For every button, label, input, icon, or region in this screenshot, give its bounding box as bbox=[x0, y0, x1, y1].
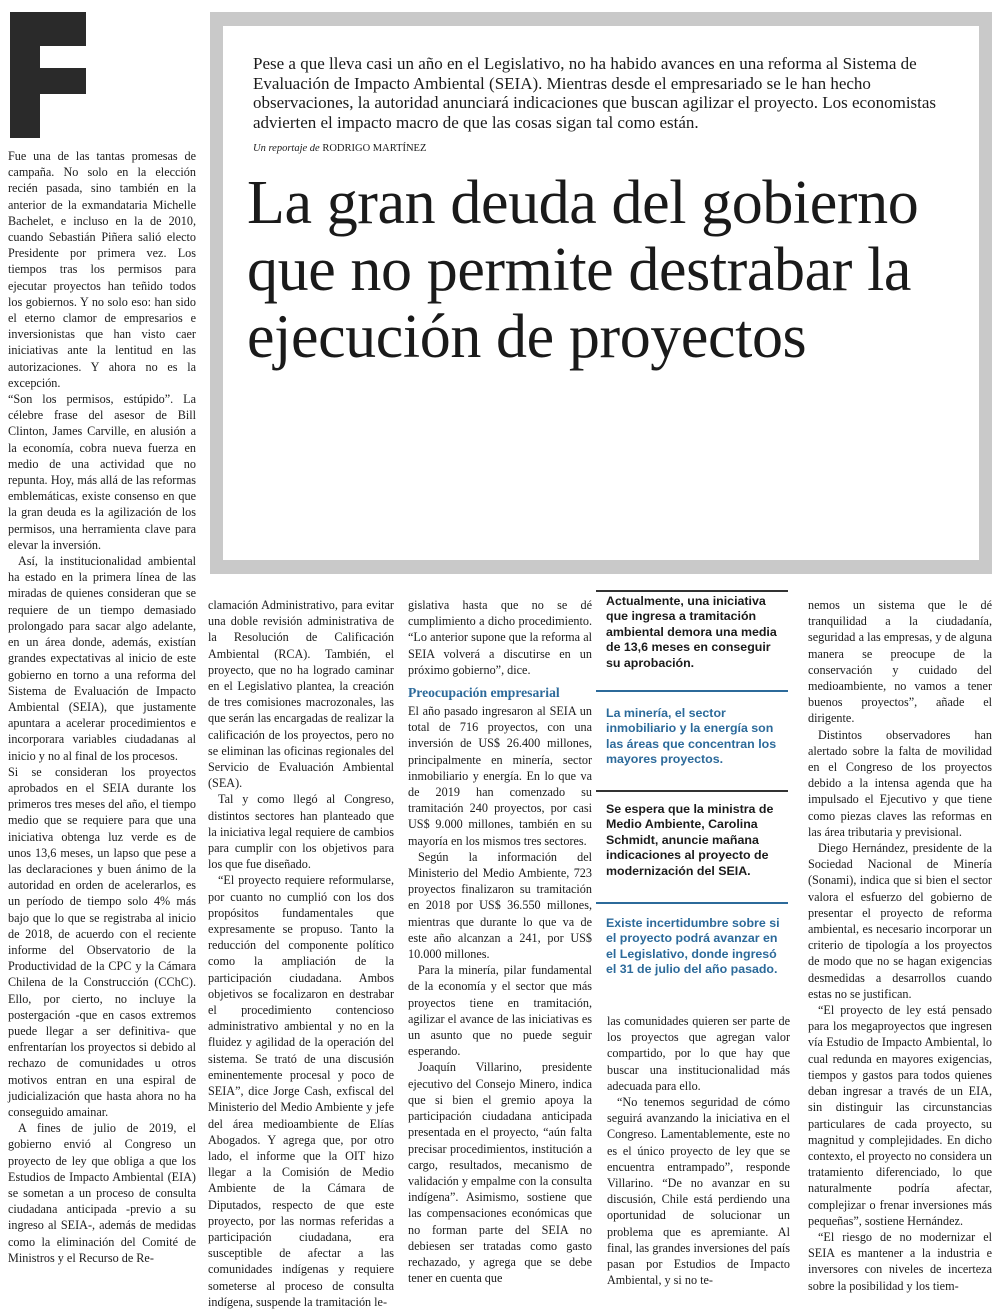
lead-paragraph: Pese a que lleva casi un año en el Legislativo, no ha habido avances en una reforma al Sistema de Evaluación de Impacto Ambiental (SEIA). Mientras desde el empresariado se le han hecho observaciones, la autoridad anunciará indicaciones que buscan agilizar el proyecto. Los economistas advierten el impacto macro de que las cosas sigan tal como están. bbox=[253, 54, 937, 132]
paragraph: Para la minería, pilar fundamental de la economía y el sector que más proyectos tiene en tramitación, agilizar el avance de las iniciativas es un asunto que no puede seguir esperando. bbox=[408, 963, 592, 1059]
article-title: La gran deuda del gobierno que no permite destrabar la ejecución de proyectos bbox=[247, 169, 919, 371]
paragraph: Fue una de las tantas promesas de campaña. No solo en la elección recién pasada, sino también en la anterior de la exmandataria Michelle Bachelet, e incluso en la de 2010, cuando Sebastián Piñera salió electo Presidente por primera vez. Los tiempos tras los permisos para ejecutar proyectos han teñido todos los gobiernos. Y no solo eso: han sido el eterno clamor de empresarios e inversionistas que han visto caer iniciativas ante la lentitud en las autorizaciones. Y ahora no es la excepción. bbox=[8, 149, 196, 390]
paragraph: “El proyecto requiere reformularse, por cuanto no cumplió con los dos propósitos fundamentales que expresamente se propuso. Tanto la reducción del componente político como la ampliación de la participación ciudadana. Ambos objetivos se focalizaron en destrabar el procedimiento contencioso administrativo ambiental y no en la fluidez y agilidad de la operación del sistema. Se trató de una discusión eminentemente procesal y poco de SEIA”, dice Jorge Cash, exfiscal del Ministerio del Medio Ambiente y jefe del área medioambiente de Elías Abogados. Y agrega que, por otro lado, el informe que la OIT hizo llegar a la Comisión de Medio Ambiente de la Cámara de Diputados, respecto de que este proyecto, por las normas referidas a participación ciudadana, era susceptible de afectar a las comunidades indígenas y requiere someterse al proceso de consulta indígena, suspende la tramitación le- bbox=[208, 873, 394, 1309]
paragraph: Según la información del Ministerio del Medio Ambiente, 723 proyectos finalizaron su tramitación en 2018 por US$ 36.550 millones, mientras que durante lo que va de este año alcanzan a 241, por US$ 10.000 millones. bbox=[408, 849, 592, 962]
paragraph: “El riesgo de no modernizar el SEIA es mantener a la industria e inversores con niveles de incerteza sobre la posibilidad y los tiem- bbox=[808, 1229, 992, 1293]
paragraph: Tal y como llegó al Congreso, distintos sectores han planteado que la iniciativa legal requiere de cambios para cumplir con los objetivos para los que fue diseñado. bbox=[208, 792, 394, 872]
pull-quote: La minería, el sector inmobiliario y la energía son las áreas que concentran los mayores proyectos. bbox=[606, 706, 777, 767]
pull-quote: Se espera que la ministra de Medio Ambiente, Carolina Schmidt, anuncie mañana indicaciones al proyecto de modernización del SEIA. bbox=[606, 802, 774, 878]
paragraph: Así, la institucionalidad ambiental ha estado en la primera línea de las miradas de quienes consideran que se requiere de un tiempo demasiado prolongado para sacar algo adelante, en un área donde, además, existían grandes expectativas al inicio de este gobierno en torno a una reforma del Sistema de Evaluación de Impacto Ambiental (SEIA), que justamente apuntara a acelerar procedimientos e incorporara variables ciudadanas al inicio y no al final de los procesos. bbox=[8, 554, 196, 763]
column-3 bbox=[408, 597, 592, 1286]
pull-quote: Actualmente, una iniciativa que ingresa a tramitación ambiental demora una media de 13,6 meses en conseguir su aprobación. bbox=[606, 594, 777, 670]
column-1 bbox=[8, 148, 196, 1266]
paragraph: Joaquín Villarino, presidente ejecutivo del Consejo Minero, indica que si bien el gremio apoya la participación ciudadana anticipada presentada en el proyecto, “aún falta precisar procedimientos, institución a cargo, resultados, mecanismo de validación y empalme con la consulta indígena”. Asimismo, sostiene que las compensaciones económicas que no forman parte del SEIA no debiesen ser tratadas como gasto rechazado, y agrega que se debe tener en cuenta que bbox=[408, 1060, 592, 1286]
headline-box bbox=[210, 12, 992, 574]
column-2 bbox=[208, 597, 394, 1310]
column-5 bbox=[808, 597, 992, 1294]
paragraph: Si se consideran los proyectos aprobados en el SEIA durante los primeros tres meses del año, el tiempo medio que se requiere para que una iniciativa obtenga luz verde es de unos 13,6 meses, un lapso que pese a las declaraciones y buen ánimo de la autoridad en orden de acelerarlos, es un período de tiempo solo 4% más bajo que lo que se registraba al inicio de 2018, de acuerdo con el reciente informe del Observatorio de la Productividad de la CPC y la Cámara Chilena de la Construcción (CChC). Ello, por cierto, no incluye la postergación -que en casos extremos puede llegar a ser definitiva- que enfrentarían los proyectos si debido al rechazo de comunidades u otros motivos entran en una espiral de judicialización que hasta ahora no ha conseguido amainar. bbox=[8, 764, 196, 1119]
byline-prefix: Un reportaje de bbox=[253, 143, 320, 154]
byline-author: RODRIGO MARTÍNEZ bbox=[322, 143, 427, 154]
byline bbox=[253, 143, 426, 154]
paragraph: A fines de julio de 2019, el gobierno envió al Congreso un proyecto de ley que obliga a que los Estudios de Impacto Ambiental (EIA) se sometan a un proceso de consulta ciudadana anticipada -previo a su ingreso al SEIA-, además de medidas como la eliminación del Comité de Ministros y el Recurso de Re- bbox=[8, 1121, 196, 1265]
paragraph: “No tenemos seguridad de cómo seguirá avanzando la iniciativa en el Congreso. Lamentablemente, este no es el único proyecto de ley que se encuentra entrampado”, responde Villarino. “De no avanzar en su discusión, Chile está perdiendo una oportunidad de solucionar un problema que es apremiante. Al final, las grandes inversiones del país pasan por Estudios de Impacto Ambiental, y si no te- bbox=[607, 1095, 790, 1288]
quote-rule bbox=[596, 690, 788, 692]
paragraph: nemos un sistema que le dé tranquilidad a la ciudadanía, seguridad a las empresas, y de alguna manera se preocupe de la conservación y cuidado del medioambiente, no vamos a tener buenos proyectos”, añade el dirigente. bbox=[808, 598, 992, 726]
paragraph: El año pasado ingresaron al SEIA un total de 716 proyectos, con una inversión de US$ 26.400 millones, principalmente en minería, sector inmobiliario y energía. En lo que va de 2019 han comenzado su tramitación 240 proyectos, por casi US$ 9.000 millones, también en su mayoría en los mismos tres sectores. bbox=[408, 704, 592, 848]
paragraph: “Son los permisos, estúpido”. La célebre frase del asesor de Bill Clinton, James Carville, en alusión a la economía, cobra nueva fuerza en medio de una actividad que no repunta. Hoy, más allá de las reformas emblemáticas, existe consenso en que la gran deuda es la agilización de los permisos, una herramienta clave para elevar la inversión. bbox=[8, 392, 196, 552]
quote-rule bbox=[596, 902, 788, 904]
quote-rule bbox=[596, 590, 788, 592]
paragraph: Diego Hernández, presidente de la Sociedad Nacional de Minería (Sonami), indica que si bien el sector valora el esfuerzo del gobierno de presentar el proyecto de reforma ambiental, es necesario incorporar un criterio de tipología a los proyectos de modo que no se hagan exigencias desmedidas a desarrollos cuando estas no se justifican. bbox=[808, 841, 992, 1001]
paragraph: “El proyecto de ley está pensado para los megaproyectos que ingresen vía Estudio de Impacto Ambiental, lo cual redunda en mayores exigencias, tiempos y gastos para todos quienes deban ingresar a través de un EIA, sin distinguir las circunstancias particulares de cada proyecto, su magnitud y complejidades. En dicho contexto, el proyecto no considera un tratamiento diferenciado, lo que naturalmente podría afectar, complejizar o frenar inversiones más pequeñas”, sostiene Hernández. bbox=[808, 1003, 992, 1228]
column-4 bbox=[607, 1013, 790, 1288]
paragraph: clamación Administrativo, para evitar una doble revisión administrativa de la Resolución de Calificación Ambiental (RCA). También, el proyecto, que no ha logrado caminar en el Legislativo plantea, la creación de tres comisiones macrozonales, las que serán las encargadas de realizar la calificación de los proyectos, pero no se eliminan las oficinas regionales del Servicio de Evaluación Ambiental (SEA). bbox=[208, 598, 394, 791]
paragraph: gislativa hasta que no se dé cumplimiento a dicho procedimiento. “Lo anterior supone que la reforma al SEIA volverá a discutirse en un próximo gobierno”, dice. bbox=[408, 598, 592, 677]
drop-cap-f bbox=[10, 12, 86, 138]
pull-quote: Existe incertidumbre sobre si el proyecto podrá avanzar en el Legislativo, donde ingresó el 31 de julio del año pasado. bbox=[606, 916, 780, 977]
paragraph: las comunidades quieren ser parte de los proyectos que agregan valor compartido, por lo que hay que buscar una institucionalidad más adecuada para ello. bbox=[607, 1014, 790, 1093]
quote-rule bbox=[596, 790, 788, 792]
subheading: Preocupación empresarial bbox=[408, 685, 560, 701]
paragraph: Distintos observadores han alertado sobre la falta de movilidad en el Congreso de los proyectos debido a la intensa agenda que ha impulsado el Ejecutivo y que tiene como piezas claves las reformas en las área tributaria y previsional. bbox=[808, 727, 992, 839]
